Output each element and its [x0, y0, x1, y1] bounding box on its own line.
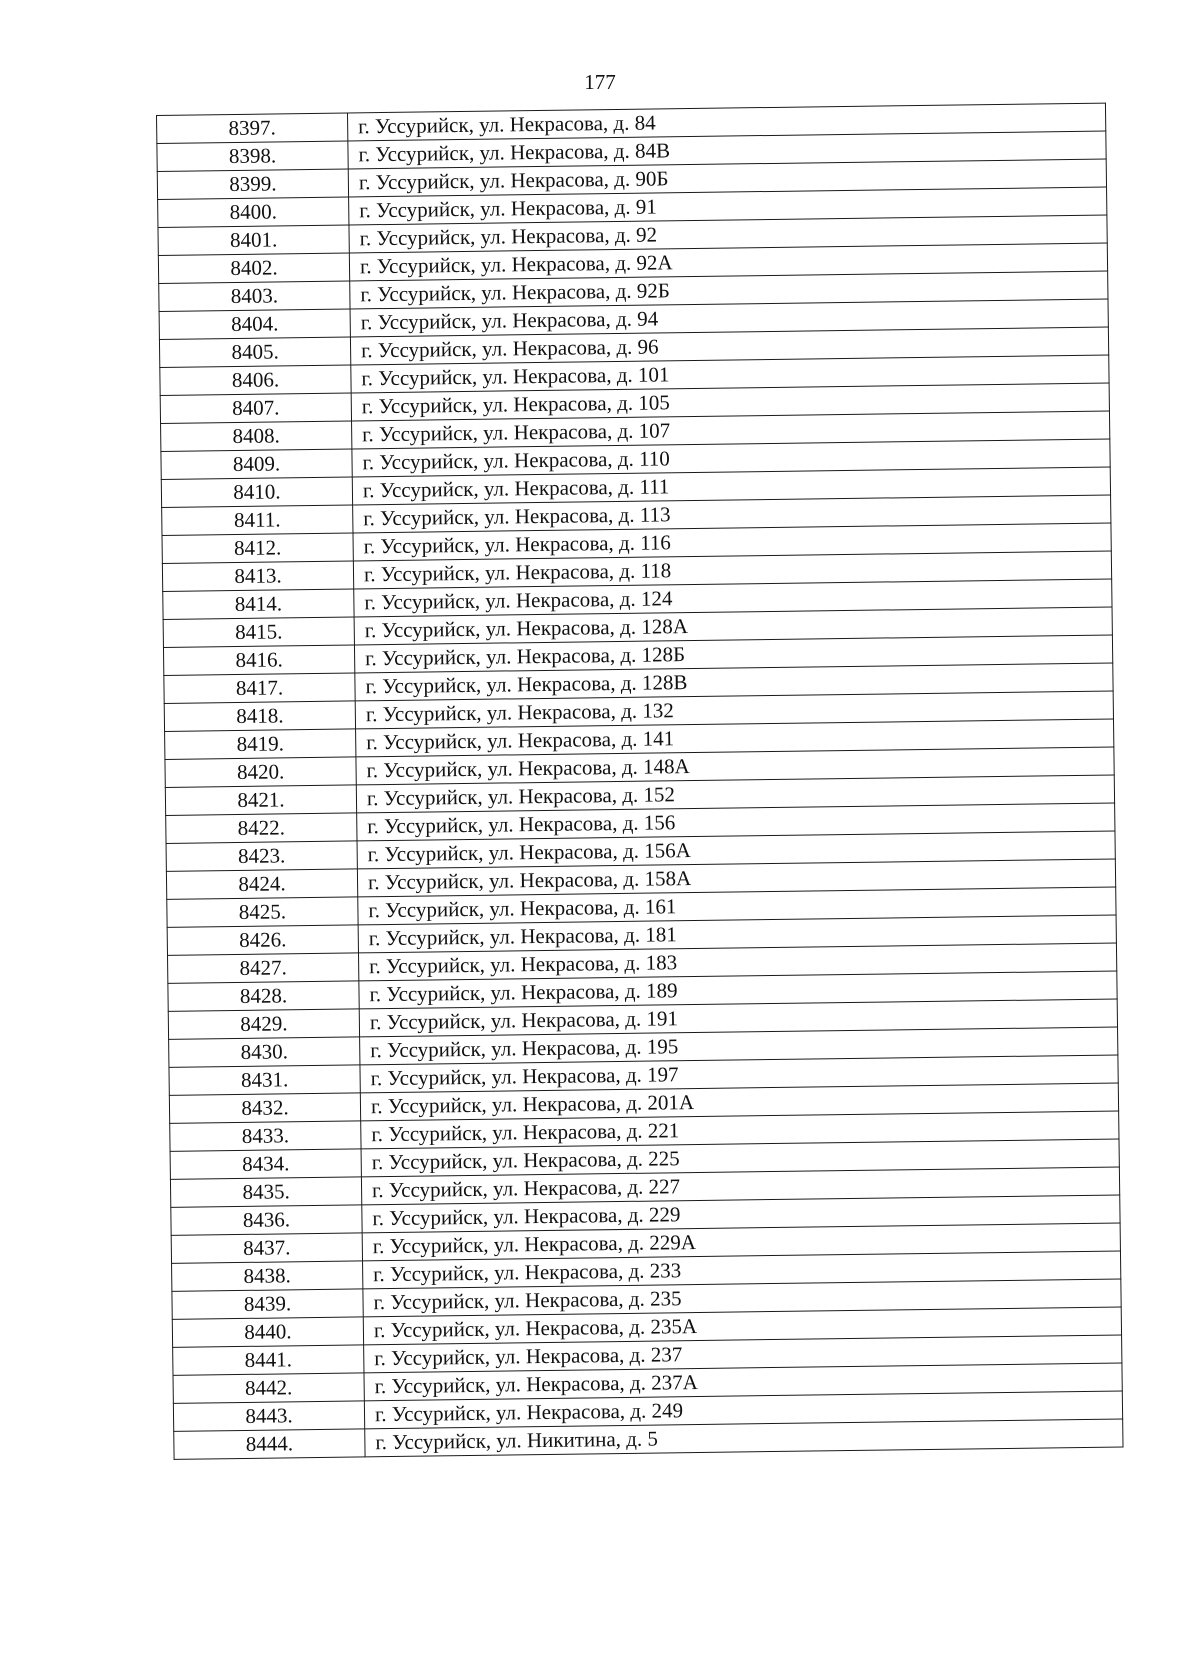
row-number-cell: 8424.	[166, 869, 357, 899]
address-table	[156, 103, 1124, 1460]
address-cell: г. Уссурийск, ул. Некрасова, д. 92	[349, 215, 1107, 253]
address-cell: г. Уссурийск, ул. Некрасова, д. 116	[353, 523, 1111, 561]
address-cell: г. Уссурийск, ул. Некрасова, д. 111	[352, 467, 1110, 505]
address-cell: г. Уссурийск, ул. Некрасова, д. 94	[350, 299, 1108, 337]
row-number-cell: 8417.	[164, 673, 355, 703]
address-cell: г. Уссурийск, ул. Некрасова, д. 233	[363, 1251, 1121, 1289]
row-number-cell: 8400.	[158, 197, 349, 227]
address-cell: г. Уссурийск, ул. Некрасова, д. 90Б	[348, 159, 1106, 197]
row-number-cell: 8397.	[157, 113, 348, 143]
address-cell: г. Уссурийск, ул. Некрасова, д. 195	[360, 1027, 1118, 1065]
address-cell: г. Уссурийск, ул. Некрасова, д. 148А	[356, 747, 1114, 785]
address-cell: г. Уссурийск, ул. Некрасова, д. 110	[352, 439, 1110, 477]
row-number-cell: 8431.	[169, 1065, 360, 1095]
address-cell: г. Уссурийск, ул. Некрасова, д. 156	[357, 803, 1115, 841]
row-number-cell: 8410.	[161, 477, 352, 507]
address-cell: г. Уссурийск, ул. Некрасова, д. 105	[351, 383, 1109, 421]
address-cell: г. Уссурийск, ул. Некрасова, д. 124	[354, 579, 1112, 617]
row-number-cell: 8430.	[169, 1037, 360, 1067]
address-cell: г. Уссурийск, ул. Некрасова, д. 158А	[357, 859, 1115, 897]
address-cell: г. Уссурийск, ул. Некрасова, д. 107	[352, 411, 1110, 449]
address-cell: г. Уссурийск, ул. Некрасова, д. 96	[350, 327, 1108, 365]
row-number-cell: 8439.	[172, 1289, 363, 1319]
row-number-cell: 8428.	[168, 981, 359, 1011]
address-cell: г. Уссурийск, ул. Никитина, д. 5	[365, 1419, 1123, 1457]
address-cell: г. Уссурийск, ул. Некрасова, д. 227	[361, 1167, 1119, 1205]
address-cell: г. Уссурийск, ул. Некрасова, д. 221	[361, 1111, 1119, 1149]
row-number-cell: 8418.	[164, 701, 355, 731]
row-number-cell: 8407.	[160, 393, 351, 423]
row-number-cell: 8436.	[171, 1205, 362, 1235]
row-number-cell: 8438.	[172, 1261, 363, 1291]
address-cell: г. Уссурийск, ул. Некрасова, д. 118	[353, 551, 1111, 589]
address-cell: г. Уссурийск, ул. Некрасова, д. 249	[364, 1391, 1122, 1429]
row-number-cell: 8435.	[170, 1177, 361, 1207]
address-cell: г. Уссурийск, ул. Некрасова, д. 92Б	[350, 271, 1108, 309]
row-number-cell: 8409.	[161, 449, 352, 479]
row-number-cell: 8437.	[171, 1233, 362, 1263]
address-cell: г. Уссурийск, ул. Некрасова, д. 128А	[354, 607, 1112, 645]
address-cell: г. Уссурийск, ул. Некрасова, д. 84	[347, 103, 1105, 141]
row-number-cell: 8444.	[174, 1429, 365, 1459]
row-number-cell: 8434.	[170, 1149, 361, 1179]
row-number-cell: 8420.	[165, 757, 356, 787]
row-number-cell: 8421.	[165, 785, 356, 815]
address-cell: г. Уссурийск, ул. Некрасова, д. 128Б	[354, 635, 1112, 673]
address-cell: г. Уссурийск, ул. Некрасова, д. 189	[359, 971, 1117, 1009]
address-cell: г. Уссурийск, ул. Некрасова, д. 92А	[349, 243, 1107, 281]
address-cell: г. Уссурийск, ул. Некрасова, д. 141	[356, 719, 1114, 757]
address-cell: г. Уссурийск, ул. Некрасова, д. 225	[361, 1139, 1119, 1177]
address-cell: г. Уссурийск, ул. Некрасова, д. 156А	[357, 831, 1115, 869]
row-number-cell: 8402.	[158, 253, 349, 283]
address-cell: г. Уссурийск, ул. Некрасова, д. 128В	[355, 663, 1113, 701]
row-number-cell: 8411.	[162, 505, 353, 535]
address-cell: г. Уссурийск, ул. Некрасова, д. 84В	[348, 131, 1106, 169]
address-table-body	[157, 103, 1124, 1459]
row-number-cell: 8413.	[162, 561, 353, 591]
row-number-cell: 8442.	[173, 1373, 364, 1403]
row-number-cell: 8432.	[169, 1093, 360, 1123]
row-number-cell: 8422.	[166, 813, 357, 843]
row-number-cell: 8433.	[170, 1121, 361, 1151]
address-cell: г. Уссурийск, ул. Некрасова, д. 191	[359, 999, 1117, 1037]
address-cell: г. Уссурийск, ул. Некрасова, д. 235	[363, 1279, 1121, 1317]
row-number-cell: 8443.	[173, 1401, 364, 1431]
address-cell: г. Уссурийск, ул. Некрасова, д. 152	[356, 775, 1114, 813]
row-number-cell: 8406.	[160, 365, 351, 395]
address-cell: г. Уссурийск, ул. Некрасова, д. 91	[349, 187, 1107, 225]
address-cell: г. Уссурийск, ул. Некрасова, д. 201А	[360, 1083, 1118, 1121]
address-cell: г. Уссурийск, ул. Некрасова, д. 132	[355, 691, 1113, 729]
address-cell: г. Уссурийск, ул. Некрасова, д. 237А	[364, 1363, 1122, 1401]
row-number-cell: 8426.	[167, 925, 358, 955]
address-cell: г. Уссурийск, ул. Некрасова, д. 183	[358, 943, 1116, 981]
row-number-cell: 8440.	[172, 1317, 363, 1347]
row-number-cell: 8419.	[165, 729, 356, 759]
address-cell: г. Уссурийск, ул. Некрасова, д. 237	[364, 1335, 1122, 1373]
row-number-cell: 8441.	[173, 1345, 364, 1375]
address-cell: г. Уссурийск, ул. Некрасова, д. 235А	[363, 1307, 1121, 1345]
row-number-cell: 8408.	[161, 421, 352, 451]
row-number-cell: 8427.	[168, 953, 359, 983]
row-number-cell: 8405.	[159, 337, 350, 367]
row-number-cell: 8414.	[163, 589, 354, 619]
row-number-cell: 8423.	[166, 841, 357, 871]
page-number: 177	[584, 70, 616, 94]
address-cell: г. Уссурийск, ул. Некрасова, д. 229	[362, 1195, 1120, 1233]
address-cell: г. Уссурийск, ул. Некрасова, д. 181	[358, 915, 1116, 953]
row-number-cell: 8425.	[167, 897, 358, 927]
address-cell: г. Уссурийск, ул. Некрасова, д. 229А	[362, 1223, 1120, 1261]
row-number-cell: 8401.	[158, 225, 349, 255]
address-cell: г. Уссурийск, ул. Некрасова, д. 101	[351, 355, 1109, 393]
row-number-cell: 8429.	[168, 1009, 359, 1039]
address-cell: г. Уссурийск, ул. Некрасова, д. 113	[353, 495, 1111, 533]
address-cell: г. Уссурийск, ул. Некрасова, д. 161	[358, 887, 1116, 925]
row-number-cell: 8404.	[159, 309, 350, 339]
address-cell: г. Уссурийск, ул. Некрасова, д. 197	[360, 1055, 1118, 1093]
row-number-cell: 8412.	[162, 533, 353, 563]
row-number-cell: 8403.	[159, 281, 350, 311]
row-number-cell: 8398.	[157, 141, 348, 171]
row-number-cell: 8415.	[163, 617, 354, 647]
row-number-cell: 8416.	[163, 645, 354, 675]
row-number-cell: 8399.	[157, 169, 348, 199]
